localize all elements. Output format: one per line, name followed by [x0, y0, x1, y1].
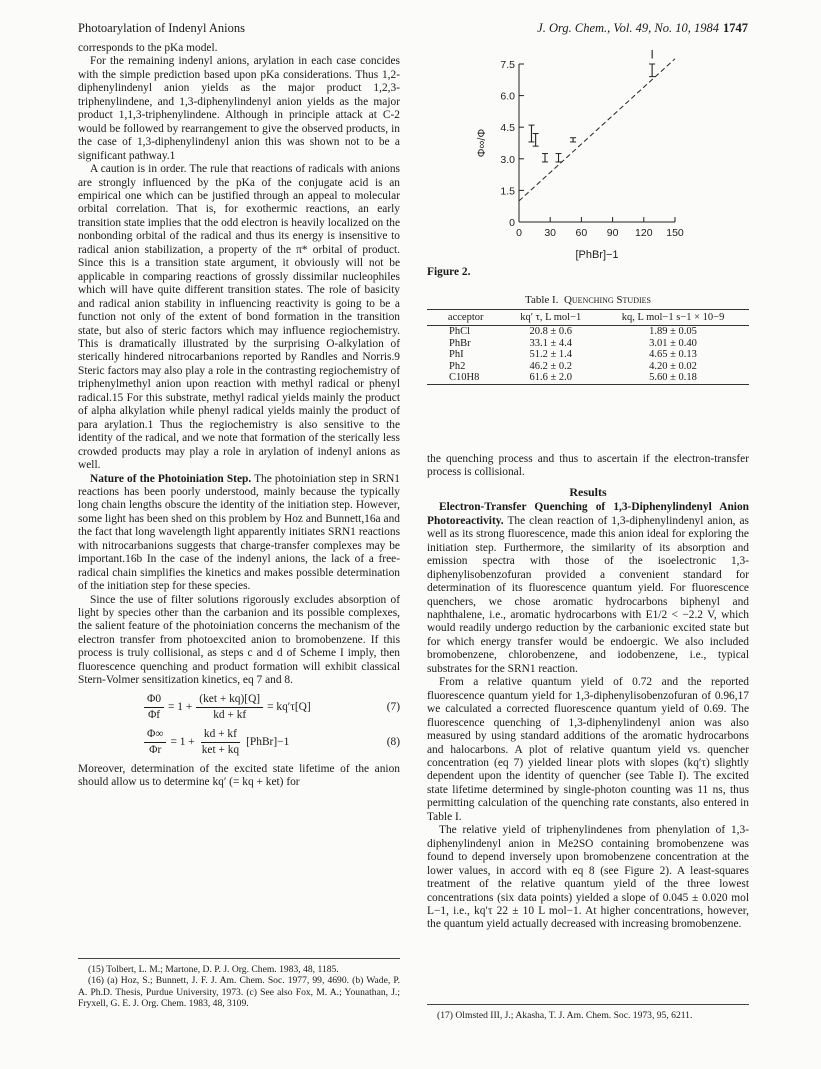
table-cell: PhI — [449, 349, 464, 361]
paragraph: Nature of the Photoiniation Step. The photoiniation step in SRN1 reactions has been poorly understood, mainly because the typically long chain lengths obscure the identity of the initiation step. However, some light has been shed on this problem by Hoz and Bunnett,16a and the fact that long wavelength light apparently initiates SRN1 reactions with nitrocarbanions suggests that charge-transfer complexes may be important.16b In the case of the indenyl anions, the lack of a free-radical chain simplifies the kinetics and makes possible determination of the initiation step for these species. — [78, 472, 400, 593]
paragraph: the quenching process and thus to ascertain if the electron-transfer process is collisional. — [427, 453, 749, 479]
equation-7: $\frac{\Phi 0}{\Phi f}$ = 1 + $\frac{\text{(ket + kq)[Q]}}{kd + kf}$ = kq′τ[Q] (7) — [78, 693, 400, 723]
footnotes-left — [78, 958, 400, 1010]
y-axis-label: Φ∞/Φ — [476, 128, 488, 158]
figure-2 — [427, 42, 749, 292]
x-tick-label: 0 — [516, 227, 522, 239]
paragraph: From a relative quantum yield of 0.72 and the reported fluorescence quantum yield for 1,3-diphenylisobenzofuran of 0.96,17 we calculated a corrected fluorescence quantum yield of 0.69. The fluorescence quenching of 1,3-diphenylindenyl anion was also measured by using standard additions of the aromatic hydrocarbons and halocarbons. A plot of relative quantum yield vs. quencher concentration (eq 7) yielded linear plots with slopes (kq′τ) slightly dependent upon the identity of quencher (see Table I). The excited state lifetime determined by single-photon counting was 11 ns, thus permitting calculation of the quenching rate constants, also entered in Table I. — [427, 676, 749, 823]
right-column — [427, 453, 749, 932]
table-cell: PhBr — [449, 337, 471, 349]
x-axis-label: [PhBr]−1 — [575, 249, 619, 261]
equation-8: $\frac{\Phi\infty}{\Phi r}$ = 1 + $\frac{kd + kf}{\text{ket + kq}}$ [PhBr]−1 (8) — [78, 728, 400, 758]
table-cell: 3.01 ± 0.40 — [649, 337, 697, 349]
table-cell: Ph2 — [449, 360, 466, 372]
footnote: (17) Olmsted III, J.; Akasha, T. J. Am. Chem. Soc. 1973, 95, 6211. — [437, 1010, 693, 1021]
y-tick-label: 7.5 — [500, 59, 515, 71]
paragraph-heading: Nature of the Photoiniation Step. — [90, 472, 252, 485]
x-tick-label: 120 — [635, 227, 653, 239]
paragraph: A caution is in order. The rule that reactions of radicals with anions are strongly influenced by the pKa of the conjugate acid is an empirical one which can be justified through an appeal to molecular orbital correlation. That is, for exothermic reactions, an early transition state implies that the odd electron is heavily localized on the nonbonding orbital of the radical and thus its energy is insensitive to radical anion stabilization, a property of the π* orbital of product. Since this is a transition state argument, it obviously will not be applicable in comparing reactions of grossly dissimilar nucleophiles which will have quite different transition states. The role of basicity and radical anion stability in influencing reactivity is going to be a function not only of the extent of bond formation in the transition state, but also of steric factors which may influence regiochemistry. This is dramatically illustrated by the surprising O-alkylation of sterically hindered nitrocarbanions reported by Randles and Norris.9 Steric factors may also play a role in the contrasting regiochemistry of triphenylmethyl anion upon reaction with methyl radical or phenyl radical.15 For this substrate, methyl radical yields mainly the product of alpha alkylation while phenyl radical yields mainly the product of para arylation.1 Thus the regiochemistry is also sensitive to the identity of the radical, and we note that formation of the sterically less crowded products may play a role in arylation of indenyl anions as well. — [78, 163, 400, 472]
paragraph: Electron-Transfer Quenching of 1,3-Diphenylindenyl Anion Photoreactivity. The clean reaction of 1,3-diphenylindenyl anion, as well as its strong fluorescence, made this anion ideal for exploring the initiation step. Furthermore, the similarity of its absorption and emission spectra with those of the isoelectronic 1,3-diphenylisobenzofuran provided a convenient standard for determination of its fluorescence quantum yield. For fluorescence quenchers, we chose aromatic hydrocarbons biphenyl and naphthalene, i.e., aromatic hydrocarbons with E1/2 < −2.2 V, which would readily undergo reduction by the carbanionic excited state but for which energy transfer would be endoergic. We also included bromobenzene, chlorobenzene, and iodobenzene, i.e., typical substrates for the SRN1 reaction. — [427, 501, 749, 675]
equation-number: (8) — [386, 735, 400, 748]
table-row — [427, 372, 749, 384]
table-header-row — [427, 310, 749, 326]
y-tick-label: 3.0 — [500, 153, 515, 166]
table-title: Table I. Quenching Studies — [525, 294, 651, 306]
footnote: (16) (a) Hoz, S.; Bunnett, J. F. J. Am. Chem. Soc. 1977, 99, 4690. (b) Wade, P. A. Ph.D. Thesis, Purdue University, 1973. (c) See also Fox, M. A.; Younathan, J.; Fryxell, G. E. J. Org. Chem. 1983, 48, 3109. — [78, 975, 400, 1010]
table-row — [427, 349, 749, 361]
paragraph: The relative yield of triphenylindenes from phenylation of 1,3-diphenylindenyl anion in Me2SO containing bromobenzene was found to depend inversely upon bromobenzene concentration at the lower values, in accord with eq 8 (see Figure 2). A least-squares treatment of the relative quantum yield of the three lowest concentrations (six data points) yielded a slope of 0.045 ± 0.020 mol L−1, i.e., kq′τ 22 ± 10 L mol−1. At higher concentrations, however, the quantum yield actually decreased with increasing bromobenzene. — [427, 824, 749, 931]
journal-citation: J. Org. Chem., Vol. 49, No. 10, 1984 1747 — [537, 21, 748, 35]
table-row — [427, 361, 749, 373]
column-header: acceptor — [447, 312, 484, 323]
x-tick-label: 150 — [666, 227, 684, 239]
paragraph: corresponds to the pKa model. — [78, 42, 218, 54]
table-row — [427, 338, 749, 350]
x-tick-label: 90 — [606, 227, 619, 239]
left-column — [78, 42, 400, 789]
table-cell: 4.65 ± 0.13 — [649, 349, 697, 361]
column-header: kq, L mol−1 s−1 × 10−9 — [621, 312, 725, 323]
paragraph: For the remaining indenyl anions, arylation in each case concides with the simple prediction based upon pKa considerations. Thus 1,2-diphenylindenyl anion yields as the major product 1,2,3-triphenylindene, and 1,3-diphenylindenyl anion yields as the major product 1,1,3-triphenylindene. Although in principle attack at C-2 would be followed by rearrangement to give the observed products, in the case of 1,3-diphenylindenyl anion this was shown not to be a significant pathway.1 — [78, 55, 400, 162]
footnote: (15) Tolbert, L. M.; Martone, D. P. J. Org. Chem. 1983, 48, 1185. — [88, 964, 339, 975]
table-1 — [427, 294, 749, 385]
quenching-table — [427, 309, 749, 385]
table-cell: PhCl — [449, 326, 471, 337]
y-tick-label: 4.5 — [500, 122, 515, 135]
table-cell: 46.2 ± 0.2 — [529, 360, 572, 372]
page-number: 1747 — [723, 21, 748, 35]
footnotes-right — [427, 1004, 749, 1021]
x-tick-label: 60 — [575, 227, 588, 239]
table-cell: 51.2 ± 1.4 — [529, 349, 572, 361]
y-tick-label: 6.0 — [500, 90, 515, 103]
equation-number: (7) — [386, 700, 400, 713]
point-label: I — [650, 47, 654, 62]
section-heading: Results — [569, 484, 607, 499]
paragraph-heading: Electron-Transfer Quenching of 1,3-Diphenylindenyl Anion Photoreactivity. — [427, 501, 749, 527]
table-cell: 61.6 ± 2.0 — [529, 372, 572, 384]
figure-caption: Figure 2. — [427, 266, 471, 278]
fit-line — [519, 59, 675, 201]
paragraph: Moreover, determination of the excited state lifetime of the anion should allow us to determine kq′ (= kq + ket) for — [78, 762, 400, 789]
y-tick-label: 0 — [509, 217, 515, 229]
table-cell: 33.1 ± 4.4 — [529, 337, 572, 349]
paragraph: Since the use of filter solutions rigorously excludes absorption of light by species other than the carbanion and its possible complexes, the salient feature of the photoiniation concerns the mechanism of the electron transfer from photoexcited anion to bromobenzene. If this process is truly collisional, as steps c and d of Scheme I imply, then fluorescence quenching and product formation will exhibit classical Stern-Volmer sensitization kinetics, eq 7 and 8. — [78, 593, 400, 687]
column-header: kq′ τ, L mol−1 — [520, 312, 582, 323]
x-tick-label: 30 — [544, 227, 557, 239]
y-tick-label: 1.5 — [500, 185, 515, 198]
table-cell: 20.8 ± 0.6 — [529, 326, 572, 337]
figure-2-chart — [427, 42, 749, 272]
table-cell: 5.60 ± 0.18 — [649, 372, 697, 384]
table-cell: 4.20 ± 0.02 — [649, 360, 697, 372]
running-title: Photoarylation of Indenyl Anions — [78, 21, 245, 35]
table-cell: 1.89 ± 0.05 — [649, 326, 697, 337]
table-cell: C10H8 — [449, 372, 480, 384]
table-row — [427, 326, 749, 338]
